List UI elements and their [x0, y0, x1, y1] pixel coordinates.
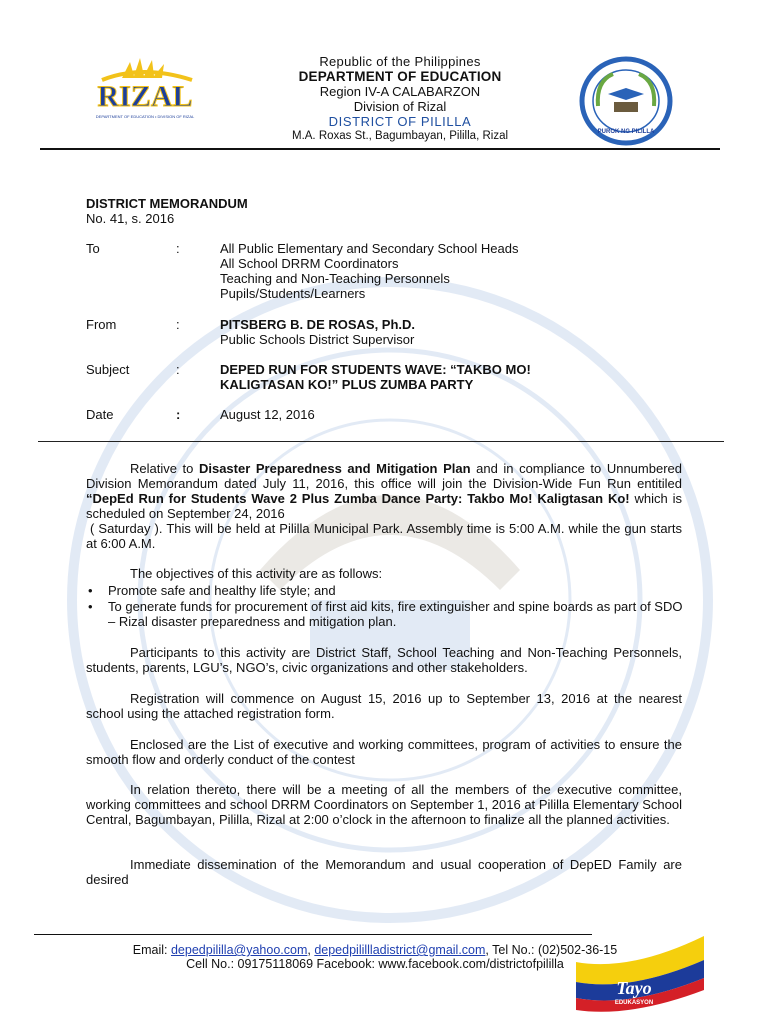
- rizal-logo-icon: [82, 56, 208, 122]
- recipient-line: All Public Elementary and Secondary School Heads: [220, 241, 519, 256]
- subject-line: KALIGTASAN KO!” PLUS ZUMBA PARTY: [220, 377, 474, 392]
- email-link-yahoo[interactable]: depedpililla@yahoo.com: [170, 943, 308, 957]
- list-item-text: To generate funds for procurement of first aid kits, fire extinguisher and spine boards as part of SDO – Rizal disaster preparedness and mitigation plan.: [108, 599, 683, 629]
- svg-text:PUROK NG PILILLA: PUROK NG PILILLA: [597, 129, 655, 135]
- subject-colon: :: [176, 362, 180, 377]
- intro-text: Relative to: [130, 461, 199, 476]
- subject-text: [220, 362, 531, 392]
- memo-number: No. 41, s. 2016: [86, 211, 175, 226]
- enclosed-text: Enclosed are the List of executive and working committees, program of activities to ensure the smooth flow and orderly conduct of the contest: [86, 737, 682, 767]
- participants-paragraph: [86, 645, 682, 675]
- meeting-paragraph: [86, 782, 682, 827]
- event-name: “DepEd Run for Students Wave 2 Plus Zumba Dance Party: Takbo Mo! Kaligtasan Ko!: [86, 491, 630, 506]
- intro-paragraph: [86, 461, 682, 551]
- letterhead: [200, 54, 600, 144]
- meeting-text: In relation thereto, there will be a meeting of all the members of the executive committee, working committees and school DRRM Coordinators on September 1, 2016 at Pililla Elementary School Central, Bagumbayan, Pililla, Rizal at 2:00 o’clock in the afternoon to finalize all the planned activities.: [86, 782, 682, 827]
- intro-text: ( Saturday ). This will be held at Pililla Municipal Park. Assembly time is 5:00 A.M. while the gun starts at 6:00 A.M.: [86, 521, 682, 551]
- enclosed-paragraph: [86, 737, 682, 767]
- dissemination-text: Immediate dissemination of the Memorandum and usual cooperation of DepED Family are desired: [86, 857, 682, 887]
- email-link-gmail[interactable]: depedpilillladistrict@gmail.com: [314, 943, 486, 957]
- date-value: August 12, 2016: [220, 407, 315, 422]
- memo-divider: [38, 441, 724, 442]
- tayo-edukasyon-logo-icon: [570, 932, 710, 1018]
- intro-text: and in compliance to Unnumbered Division Memorandum dated July 11, 2016, this office will join the Division-Wide Fun Run entitiled: [86, 461, 682, 491]
- plan-name: Disaster Preparedness and Mitigation Plan: [198, 461, 471, 476]
- list-item: [86, 599, 686, 629]
- intro-text: which is scheduled on September 24, 2016: [86, 491, 682, 521]
- objectives-intro: [86, 566, 682, 581]
- date-colon: :: [176, 407, 181, 422]
- republic-line: Republic of the Philippines: [319, 54, 481, 69]
- memo-title: DISTRICT MEMORANDUM: [86, 196, 248, 211]
- sender-title: Public Schools District Supervisor: [220, 332, 415, 347]
- registration-text: Registration will commence on August 15, 2016 up to September 13, 2016 at the nearest school using the attached registration form.: [86, 691, 682, 721]
- dissemination-paragraph: [86, 857, 682, 887]
- bullet-icon: •: [88, 583, 93, 598]
- footer-divider: [34, 934, 592, 935]
- objectives-intro-text: The objectives of this activity are as follows:: [130, 566, 383, 581]
- email-separator: ,: [307, 943, 315, 957]
- region-line: Region IV-A CALABARZON: [319, 84, 481, 99]
- footer-cell-line: Cell No.: 09175118069 Facebook: www.facebook.com/districtofpililla: [186, 957, 564, 971]
- district-line: DISTRICT OF PILILLA: [328, 114, 472, 129]
- recipient-line: All School DRRM Coordinators: [220, 256, 399, 271]
- svg-text:DEPARTMENT OF EDUCATION • DIVI: DEPARTMENT OF EDUCATION • DIVISION OF RIZAL: [95, 114, 195, 119]
- date-label: Date: [86, 407, 114, 422]
- division-line: Division of Rizal: [353, 99, 447, 114]
- to-label: To: [86, 241, 100, 256]
- list-item-text: Promote safe and healthy life style; and: [108, 583, 336, 598]
- from-label: From: [86, 317, 117, 332]
- svg-text:EDUKASYON: EDUKASYON: [614, 1000, 654, 1006]
- svg-text:RIZAL: RIZAL: [97, 80, 193, 113]
- list-item: [86, 583, 686, 598]
- registration-paragraph: [86, 691, 682, 721]
- objectives-list: [86, 583, 686, 629]
- email-label: Email:: [132, 943, 171, 957]
- subject-line: DEPED RUN FOR STUDENTS WAVE: “TAKBO MO!: [220, 362, 531, 377]
- to-recipients: [220, 241, 518, 301]
- svg-text:Tayo: Tayo: [616, 978, 652, 998]
- subject-label: Subject: [86, 362, 130, 377]
- recipient-line: Pupils/Students/Learners: [220, 286, 366, 301]
- from-colon: :: [176, 317, 180, 332]
- department-line: DEPARTMENT OF EDUCATION: [298, 69, 502, 84]
- recipient-line: Teaching and Non-Teaching Personnels: [220, 271, 450, 286]
- sender-name: PITSBERG B. DE ROSAS, Ph.D.: [220, 317, 416, 332]
- bullet-icon: •: [88, 599, 93, 614]
- telephone-text: , Tel No.: (02)502-36-15: [485, 943, 618, 957]
- address-line: M.A. Roxas St., Bagumbayan, Pililla, Rizal: [291, 130, 509, 142]
- from-sender: [220, 317, 415, 347]
- header-divider: [40, 148, 720, 150]
- to-colon: :: [176, 241, 180, 256]
- participants-text: Participants to this activity are District Staff, School Teaching and Non-Teaching Personnels, students, parents, LGU’s, NGO’s, civic organizations and other stakeholders.: [86, 645, 682, 675]
